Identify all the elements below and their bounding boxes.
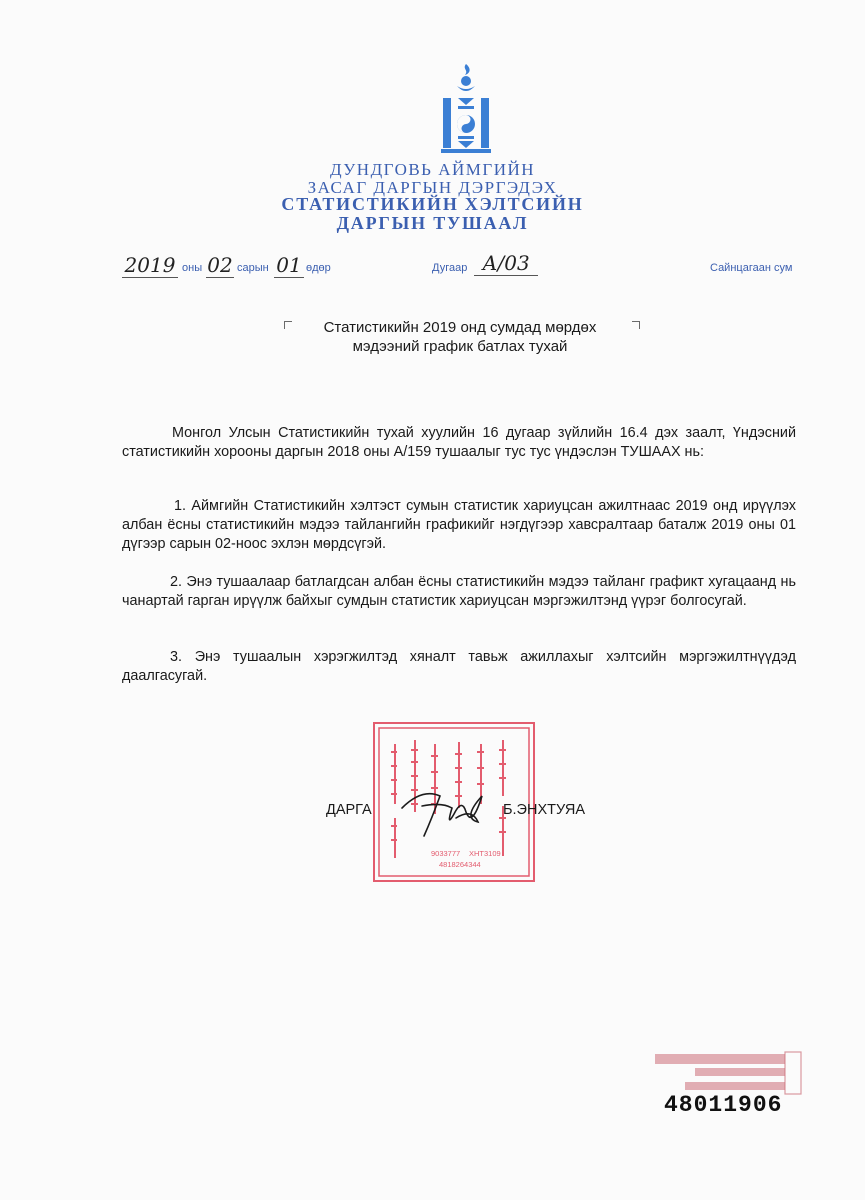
header-line-3: СТАТИСТИКИЙН ХЭЛТСИЙН bbox=[281, 194, 584, 214]
place-name: Сайнцагаан сум bbox=[710, 262, 793, 274]
stamp-code-1: 9033777 bbox=[431, 849, 461, 858]
item-2-paragraph bbox=[122, 573, 796, 611]
item-1-text: 1. Аймгийн Статистикийн хэлтэст сумын статистик хариуцсан ажилтнаас 2019 онд ирүүлэх албан ёсны статистикийн мэдээ тайлангийн графикийг нэгдүгээр хавсралтаар баталж 2019 оны 01 дүгээр сарын 02-ноос эхлэн мөрдсүгэй. bbox=[122, 498, 796, 552]
registration-number: 48011906 bbox=[664, 1092, 783, 1118]
subject-block bbox=[290, 318, 630, 356]
date-month-suffix: сарын bbox=[237, 262, 269, 274]
date-day: 01 bbox=[274, 253, 304, 278]
header-line-1: ДУНДГОВЬ АЙМГИЙН bbox=[329, 160, 536, 179]
number-label: Дугаар bbox=[432, 262, 468, 274]
item-2-text: 2. Энэ тушаалаар батлагдсан албан ёсны статистикийн мэдээ тайланг графикт хугацаанд нь чанартай гарган ирүүлж байхыг сумдын статистик хариуцсан мэргэжилтэнд үүрэг болгосугай. bbox=[122, 574, 796, 609]
date-year: 2019 bbox=[122, 253, 178, 278]
subject-line-2: мэдээний график батлах тухай bbox=[352, 338, 568, 355]
stamp-code-2: ХНТ3109 bbox=[469, 849, 501, 858]
document-number: А/03 bbox=[474, 251, 538, 276]
stamp-code-3: 4818264344 bbox=[439, 860, 481, 869]
intro-text: Монгол Улсын Статистикийн тухай хуулийн 16 дугаар зүйлийн 16.4 дэх заалт, Үндэсний статистикийн хорооны даргын 2018 оны А/159 тушаалыг тус тус үндэслэн ТУШААХ нь: bbox=[122, 425, 796, 460]
header-line-2: ЗАСАГ ДАРГЫН ДЭРГЭДЭХ bbox=[307, 178, 558, 197]
date-month: 02 bbox=[207, 253, 233, 277]
item-3-paragraph bbox=[122, 648, 796, 686]
handwritten-signature bbox=[392, 778, 492, 848]
signer-name: Б.ЭНХТУЯА bbox=[503, 802, 586, 818]
date-day-suffix: өдөр bbox=[306, 262, 331, 274]
signer-title: ДАРГА bbox=[326, 802, 372, 818]
date-line bbox=[120, 253, 810, 283]
subject-line-1: Статистикийн 2019 онд сумдад мөрдөх bbox=[323, 319, 597, 336]
header-line-4: ДАРГЫН ТУШААЛ bbox=[336, 213, 529, 233]
item-3-text: 3. Энэ тушаалын хэрэгжилтэд хяналт тавьж ажиллахыг хэлтсийн мэргэжилтнүүдэд даалгасугай. bbox=[122, 649, 796, 684]
corner-mark-left bbox=[284, 321, 292, 329]
soyombo-emblem-icon bbox=[438, 62, 494, 154]
intro-paragraph bbox=[122, 424, 796, 462]
date-year-suffix: оны bbox=[182, 262, 203, 274]
corner-mark-right bbox=[632, 321, 640, 329]
item-1-paragraph bbox=[122, 497, 796, 554]
